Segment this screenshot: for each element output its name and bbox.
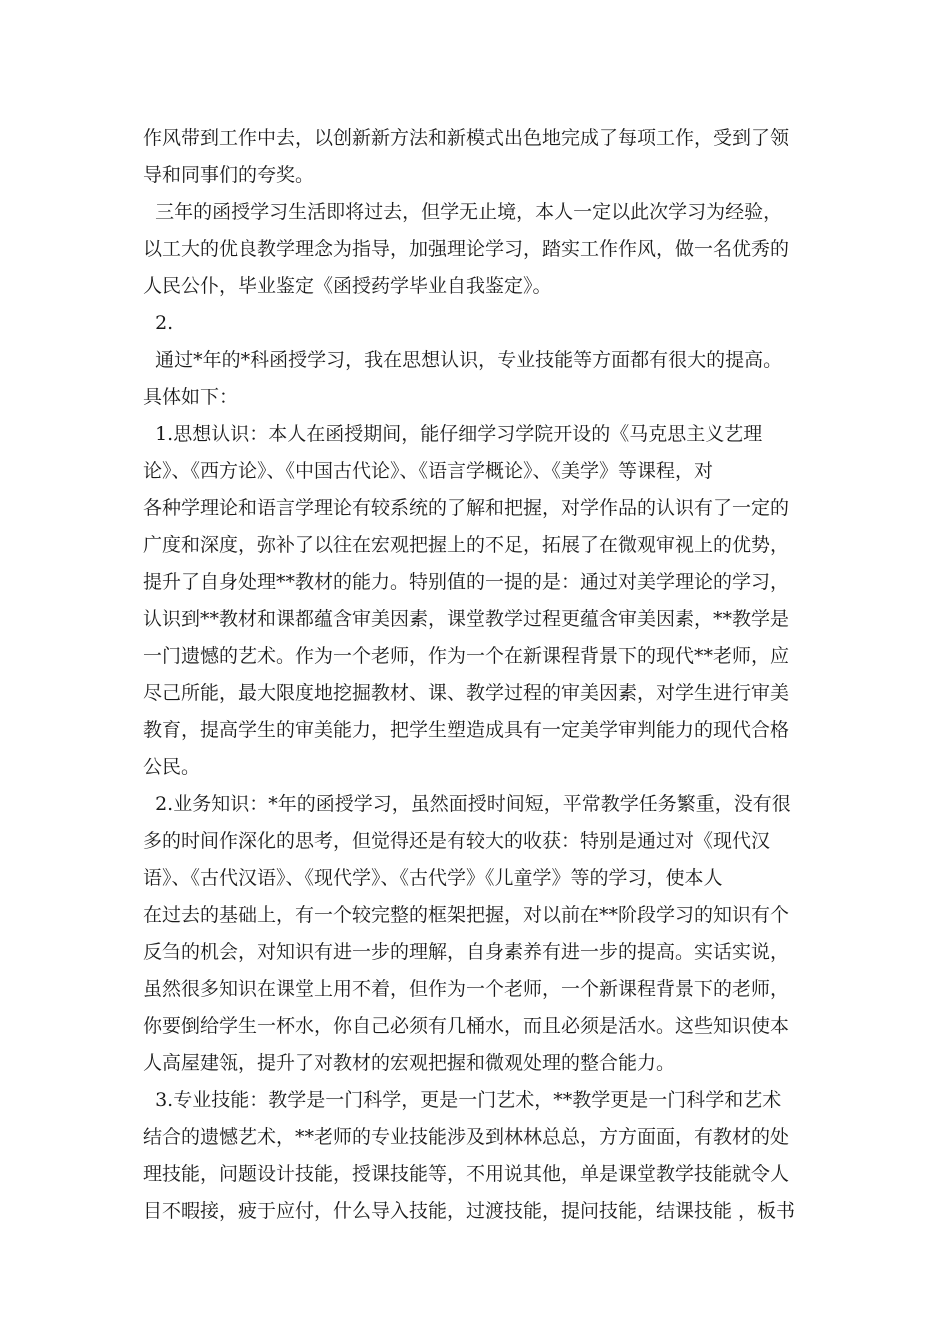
- text-line: 作风带到工作中去，以创新新方法和新模式出色地完成了每项工作，受到了领: [143, 127, 790, 149]
- text-line: 认识到**教材和课都蕴含审美因素，课堂教学过程更蕴含审美因素，**教学是: [143, 608, 790, 630]
- text-line: 教育，提高学生的审美能力，把学生塑造成具有一定美学审判能力的现代合格: [143, 719, 790, 741]
- text-line: 以工大的优良教学理念为指导，加强理论学习，踏实工作作风，做一名优秀的: [143, 238, 790, 260]
- text-line: 3.专业技能：教学是一门科学，更是一门艺术，**教学更是一门科学和艺术: [143, 1089, 782, 1111]
- text-line: 人高屋建瓴，提升了对教材的宏观把握和微观处理的整合能力。: [143, 1052, 676, 1074]
- text-line: 公民。: [143, 756, 201, 778]
- text-line: 一门遗憾的艺术。作为一个老师，作为一个在新课程背景下的现代**老师，应: [143, 645, 790, 667]
- text-line: 理技能，问题设计技能，授课技能等，不用说其他，单是课堂教学技能就令人: [143, 1163, 790, 1185]
- text-line: 尽己所能，最大限度地挖掘教材、课、教学过程的审美因素，对学生进行审美: [143, 682, 790, 704]
- text-line: 结合的遗憾艺术，**老师的专业技能涉及到林林总总，方方面面，有教材的处: [143, 1126, 790, 1148]
- text-line: 多的时间作深化的思考，但觉得还是有较大的收获：特别是通过对《现代汉: [143, 830, 771, 852]
- text-line: 导和同事们的夸奖。: [143, 164, 315, 186]
- text-line: 虽然很多知识在课堂上用不着，但作为一个老师，一个新课程背景下的老师，: [143, 978, 790, 1000]
- text-line: 三年的函授学习生活即将过去，但学无止境，本人一定以此次学习为经验，: [143, 201, 783, 223]
- text-line: 语》、《古代汉语》、《现代学》、《古代学》《儿童学》等的学习，使本人: [143, 867, 723, 889]
- text-line: 论》、《西方论》、《中国古代论》、《语言学概论》、《美学》等课程，对: [143, 460, 714, 482]
- text-line: 广度和深度，弥补了以往在宏观把握上的不足，拓展了在微观审视上的优势，: [143, 534, 790, 556]
- text-line: 2.: [143, 312, 174, 334]
- text-line: 人民公仆，毕业鉴定《函授药学毕业自我鉴定》。: [143, 275, 552, 297]
- text-line: 反刍的机会，对知识有进一步的理解，自身素养有进一步的提高。实话实说，: [143, 941, 790, 963]
- text-line: 各种学理论和语言学理论有较系统的了解和把握，对学作品的认识有了一定的: [143, 497, 790, 519]
- text-line: 提升了自身处理**教材的能力。特别值的一提的是：通过对美学理论的学习，: [143, 571, 790, 593]
- text-line: 具体如下：: [143, 386, 239, 408]
- text-line: 目不暇接，疲于应付，什么导入技能，过渡技能，提问技能，结课技能 ，板书: [143, 1200, 796, 1222]
- document-body: [143, 120, 809, 1230]
- text-line: 在过去的基础上，有一个较完整的框架把握，对以前在**阶段学习的知识有个: [143, 904, 790, 926]
- text-line: 1.思想认识：本人在函授期间，能仔细学习学院开设的《马克思主义艺理: [143, 423, 763, 445]
- text-line: 2.业务知识：*年的函授学习，虽然面授时间短，平常教学任务繁重，没有很: [143, 793, 791, 815]
- text-line: 通过*年的*科函授学习，我在思想认识，专业技能等方面都有很大的提高。: [143, 349, 783, 371]
- text-line: 你要倒给学生一杯水，你自己必须有几桶水，而且必须是活水。这些知识使本: [143, 1015, 790, 1037]
